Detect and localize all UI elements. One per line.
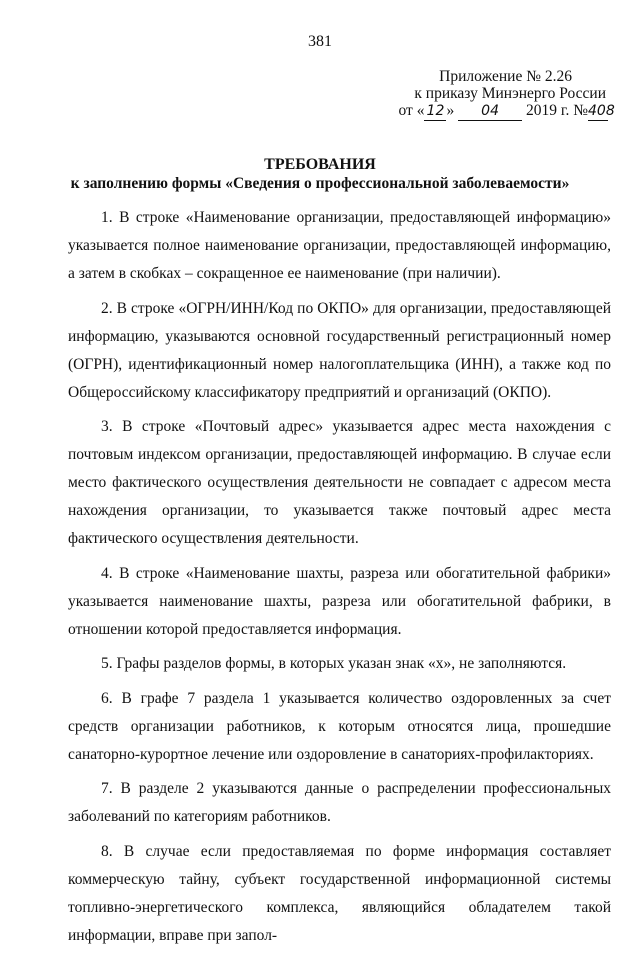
appendix-title: Приложение № 2.26 — [439, 68, 572, 85]
order-number-handwritten: 408 — [588, 103, 615, 119]
requirement-paragraph: 8. В случае если предоставляемая по форме информация составляет коммерческую тайну, субъект государственной информационной системы топливно-энергетического комплекса, являющийся обладателем такой информации, вправе при запол- — [68, 842, 611, 944]
document-subtitle: к заполнению формы «Сведения о профессиональной заболеваемости» — [70, 175, 570, 192]
appendix-date-line — [398, 102, 615, 121]
page-number: 381 — [308, 33, 332, 50]
date-month-handwritten: 04 — [458, 103, 522, 121]
requirement-paragraph: 1. В строке «Наименование организации, предоставляющей информацию» указывается полное наименование организации, предоставляющей информацию, а затем в скобках – сокращенное ее наименование (при наличии). — [68, 209, 611, 282]
date-day-handwritten: 12 — [424, 103, 446, 121]
requirement-paragraph: 3. В строке «Почтовый адрес» указывается адрес места нахождения с почтовым индексом организации, предоставляющей информацию. В случае если место фактического осуществления деятельности не совпадает с адресом места нахождения организации, то указывается также почтовый адрес места фактического осуществления деятельности. — [68, 418, 611, 547]
appendix-header — [398, 68, 615, 121]
requirement-paragraph: 4. В строке «Наименование шахты, разреза или обогатительной фабрики» указывается наименование шахты, разреза или обогатительной фабрики, в отношении которой предоставляется информация. — [68, 564, 611, 638]
requirement-paragraph: 7. В разделе 2 указываются данные о распределении профессиональных заболеваний по категориям работников. — [68, 780, 611, 825]
document-heading — [0, 155, 640, 193]
requirement-paragraph: 2. В строке «ОГРН/ИНН/Код по ОКПО» для организации, предоставляющей информацию, указываются основной государственный регистрационный номер (ОГРН), идентификационный номер налогоплательщика (ИНН), а также код по Общероссийскому классификатору предприятий и организаций (ОКПО). — [68, 299, 611, 401]
date-separator: » — [446, 102, 455, 119]
requirement-paragraph: 5. Графы разделов формы, в которых указан знак «x», не заполняются. — [101, 655, 567, 672]
date-prefix: от « — [398, 102, 425, 119]
document-title: ТРЕБОВАНИЯ — [264, 156, 376, 173]
requirement-paragraph: 6. В графе 7 раздела 1 указывается количество оздоровленных за счет средств организации работников, к которым относятся лица, прошедшие санаторно-курортное лечение или оздоровление в санаториях-профилакториях. — [68, 689, 611, 763]
date-year: 2019 г. № — [525, 102, 588, 119]
requirements-body — [68, 204, 611, 956]
appendix-order-ref: к приказу Минэнерго России — [414, 85, 606, 102]
